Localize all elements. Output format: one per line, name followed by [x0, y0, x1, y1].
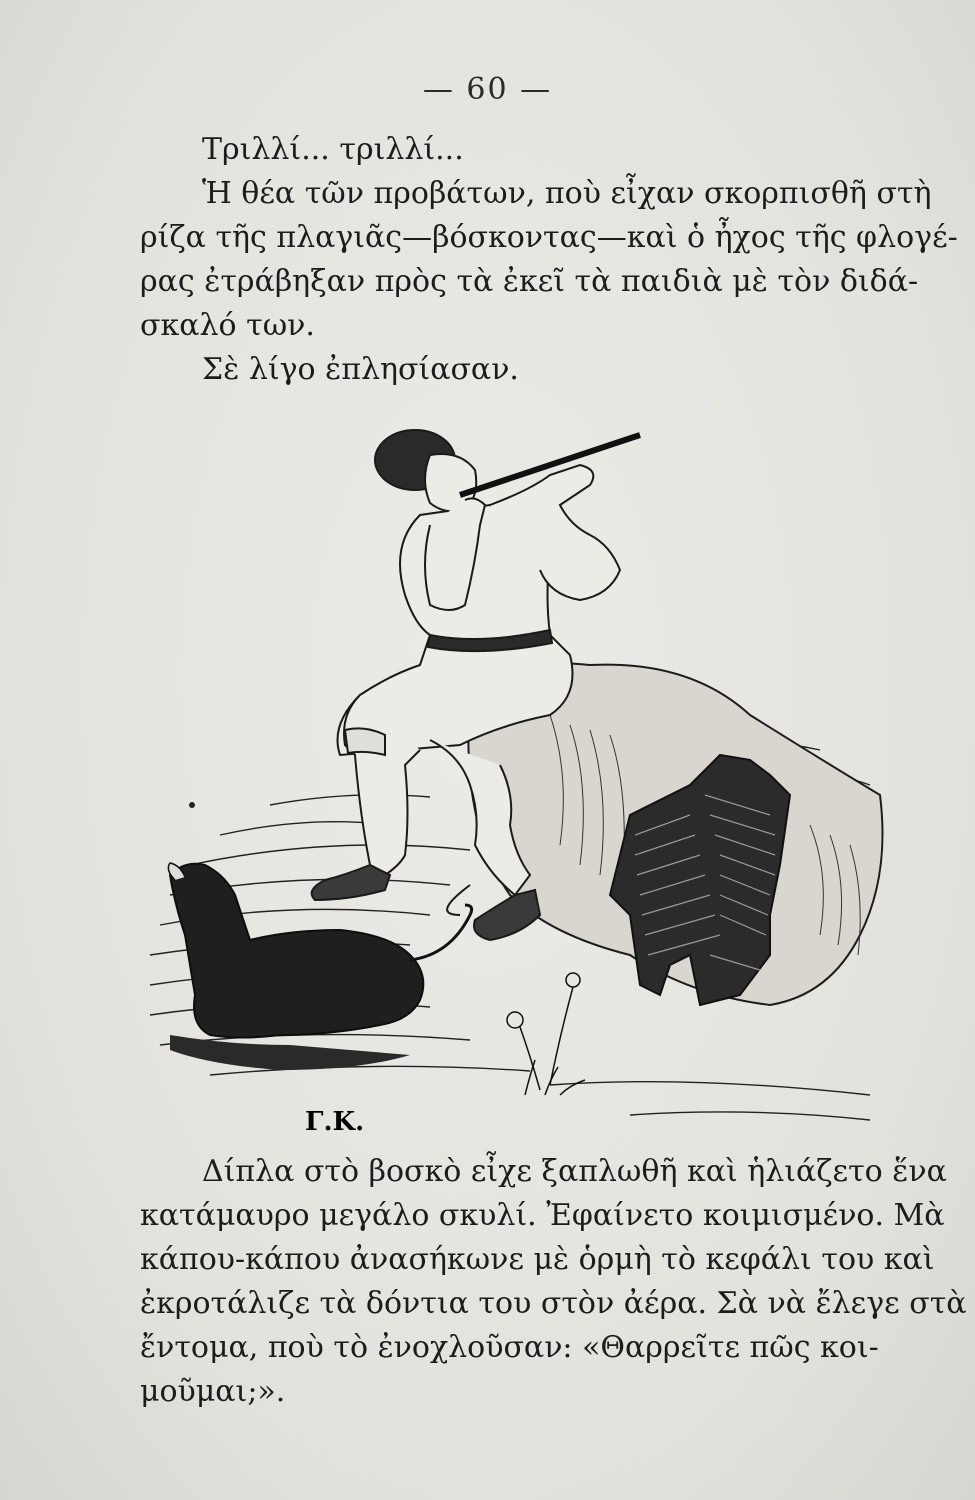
- shepherd-illustration: [130, 395, 890, 1135]
- page-number: — 60 —: [422, 72, 553, 107]
- flowers: [507, 973, 585, 1095]
- bottom-paragraph: [140, 1150, 967, 1414]
- text-line: ρίζα τῆς πλαγιᾶς—βόσκοντας—καὶ ὁ ἦχος τῆς φλογέ-: [140, 220, 958, 255]
- insects: [130, 802, 195, 838]
- text-line: κάπου-κάπου ἀνασήκωνε μὲ ὁρμὴ τὸ κεφάλι του καὶ: [140, 1242, 935, 1277]
- text-line: Δίπλα στὸ βοσκὸ εἶχε ξαπλωθῆ καὶ ἡλιάζετο ἕνα: [202, 1154, 947, 1189]
- top-paragraphs: [140, 128, 958, 392]
- text-line: κατάμαυρο μεγάλο σκυλί. Ἐφαίνετο κοιμισμένο. Μὰ: [140, 1198, 945, 1233]
- text-line: Ἡ θέα τῶν προβάτων, ποὺ εἶχαν σκορπισθῆ στὴ: [202, 176, 932, 211]
- text-line: ἔντομα, ποὺ τὸ ἐνοχλοῦσαν: «Θαρρεῖτε πῶς κοι-: [140, 1330, 879, 1365]
- text-line: ρας ἐτράβηξαν πρὸς τὰ ἐκεῖ τὰ παιδιὰ μὲ τὸν διδά-: [140, 264, 919, 299]
- text-line: Σὲ λίγο ἐπλησίασαν.: [202, 352, 519, 387]
- text-line: μοῦμαι;».: [140, 1374, 286, 1409]
- illustrator-signature: Γ.Κ.: [305, 1107, 365, 1135]
- text-line: σκαλό των.: [140, 308, 315, 343]
- text-line: ἐκροτάλιζε τὰ δόντια του στὸν ἀέρα. Σὰ νὰ ἔλεγε στὰ: [140, 1286, 967, 1321]
- text-line: Τριλλί... τριλλί...: [202, 132, 464, 167]
